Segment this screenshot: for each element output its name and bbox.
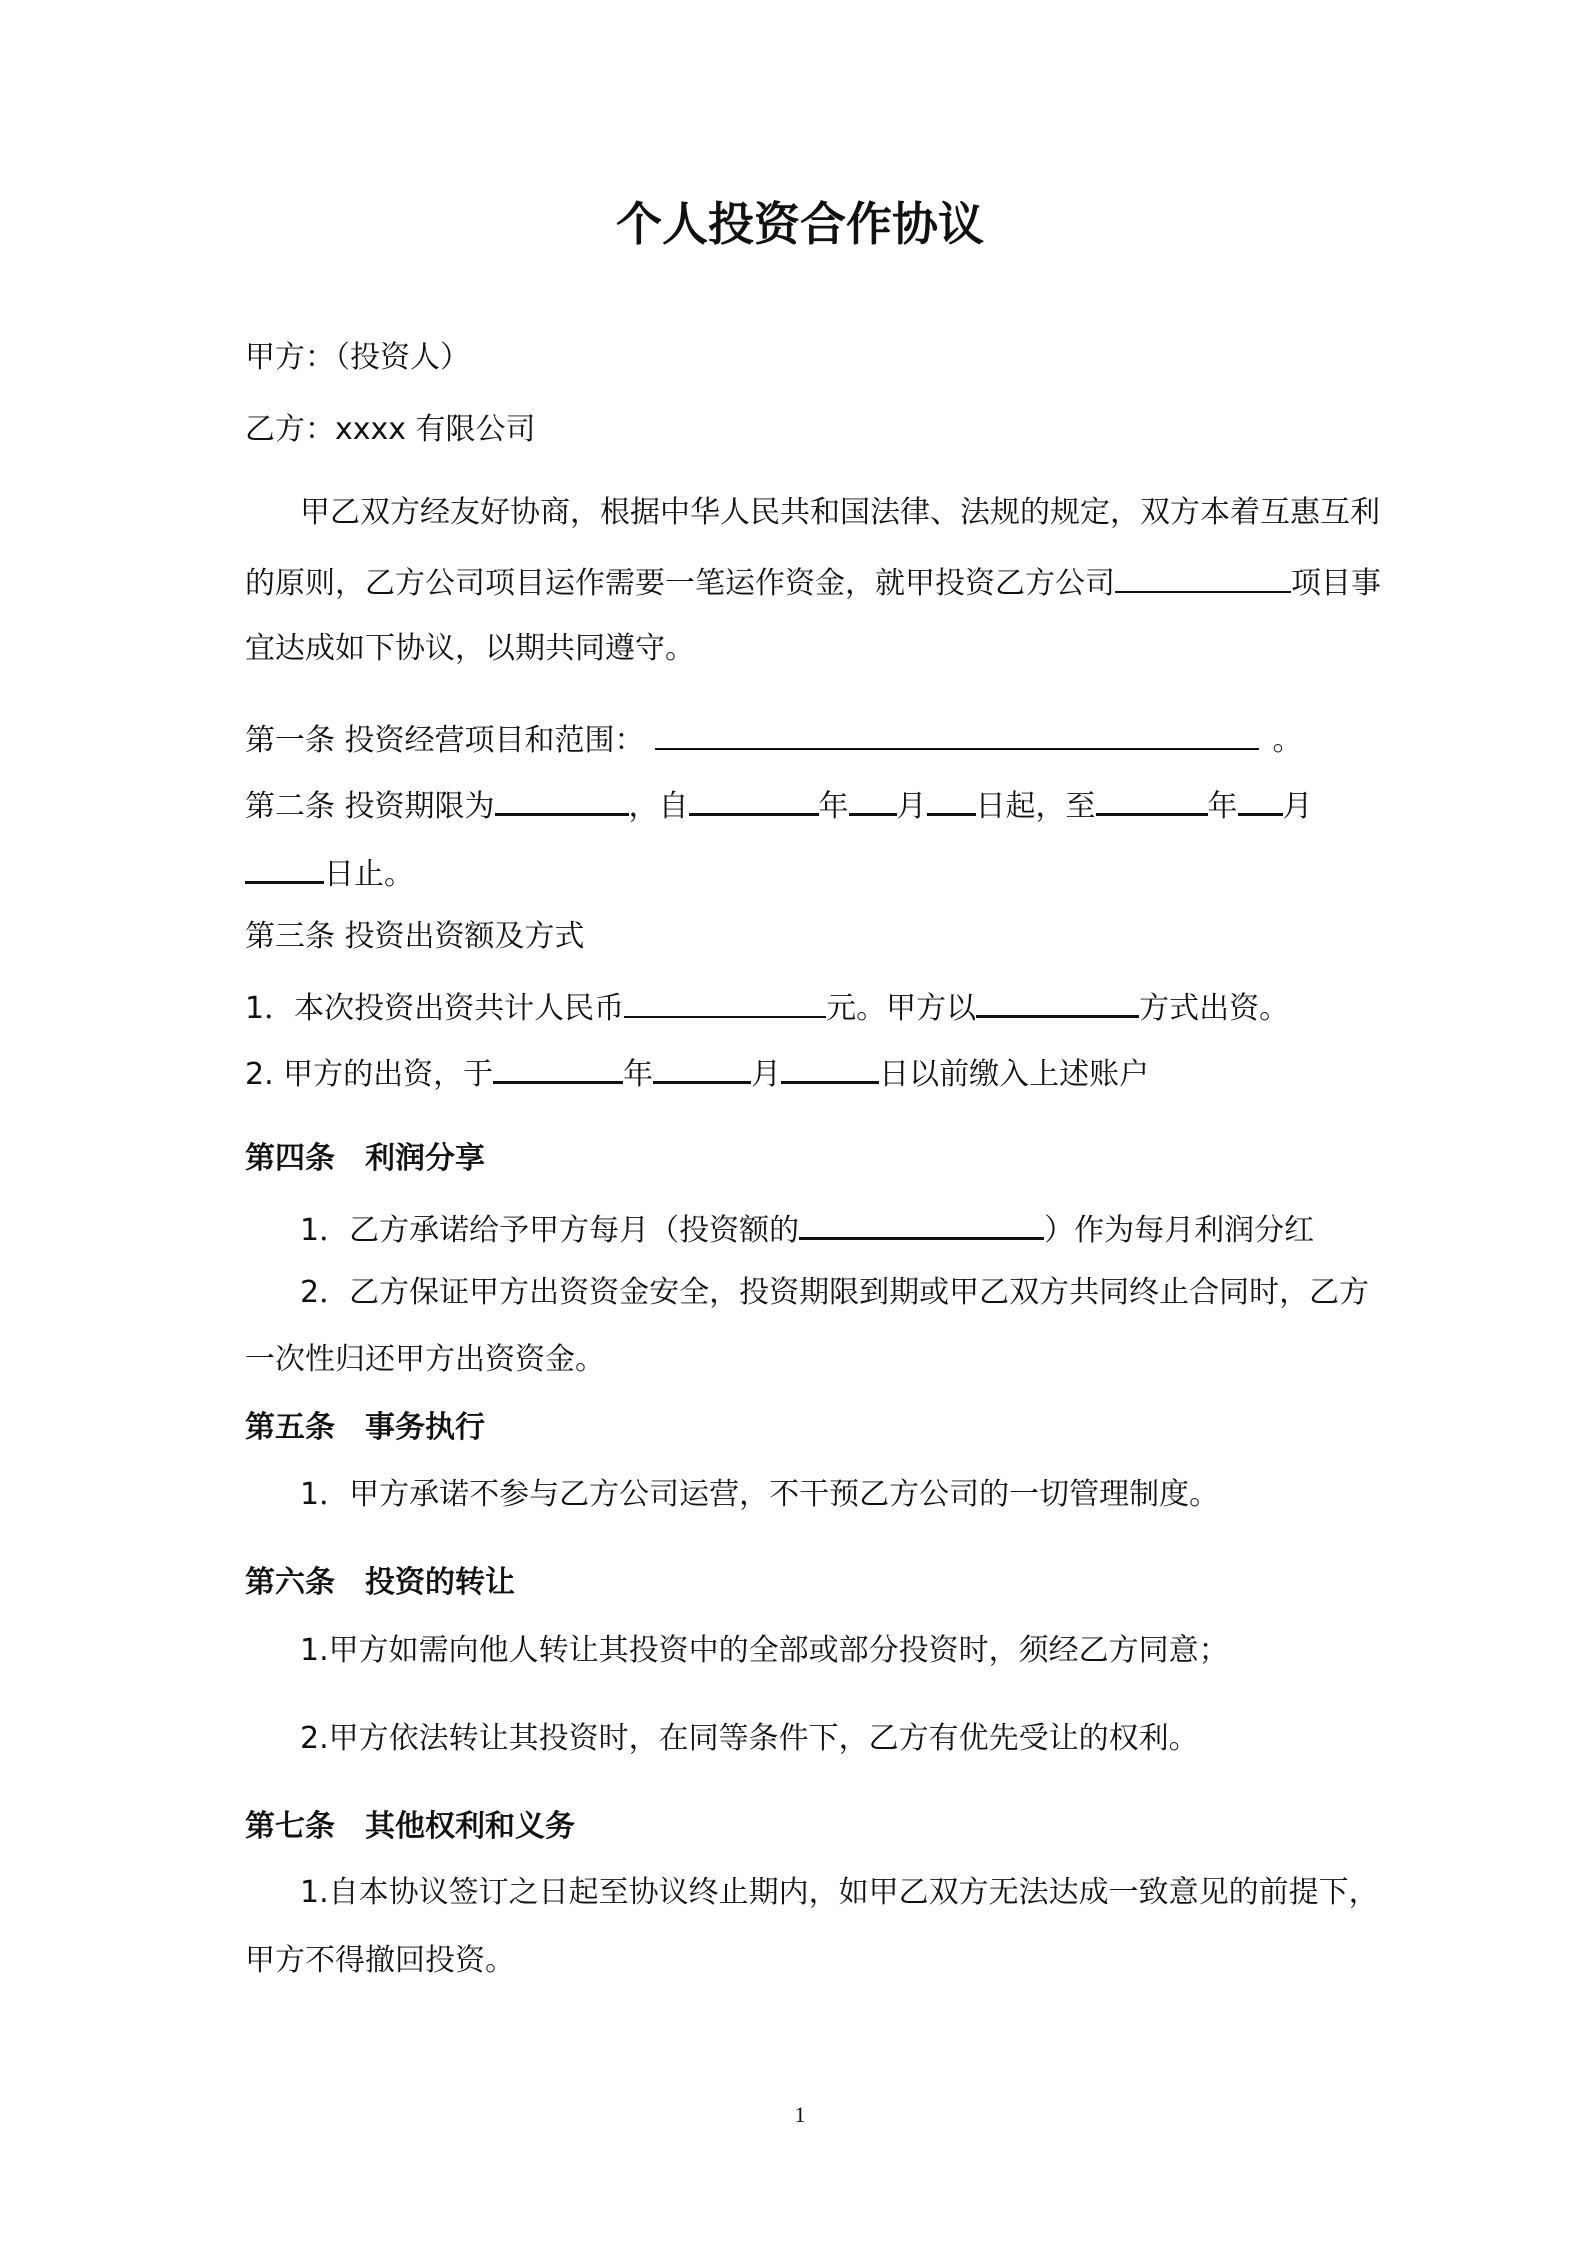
pay-year-blank (493, 1051, 623, 1084)
article-2 (245, 783, 1313, 827)
text: 第二条 投资期限为 (245, 789, 495, 824)
article-3-item-1 (245, 985, 1289, 1029)
intro-text: 的原则，乙方公司项目运作需要一笔运作资金，就甲投资乙方公司 (245, 566, 1115, 601)
text: 2. 甲方的出资，于 (245, 1057, 494, 1092)
article-3-item-2 (245, 1051, 1149, 1095)
text: 1．本次投资出资共计人民币 (245, 991, 625, 1026)
article-6-item-2: 2.甲方依法转让其投资时，在同等条件下，乙方有优先受让的权利。 (300, 1721, 1199, 1756)
intro-text: 项目事 (1291, 566, 1381, 601)
article-6-heading: 第六条 投资的转让 (245, 1565, 515, 1600)
text: 年 (623, 1057, 654, 1092)
method-blank (976, 985, 1139, 1018)
page-number: 1 (794, 2102, 806, 2127)
start-month-blank (849, 783, 897, 816)
document-title: 个人投资合作协议 (616, 197, 984, 251)
article-1-label: 第一条 投资经营项目和范围： (245, 723, 645, 758)
intro-line-3: 宜达成如下协议，以期共同遵守。 (245, 631, 695, 666)
text: 方式出资。 (1139, 991, 1290, 1026)
article-4-item-1 (300, 1207, 1314, 1251)
article-5-heading: 第五条 事务执行 (245, 1410, 485, 1445)
party-a: 甲方：（投资人） (245, 340, 470, 375)
article-6-item-1: 1.甲方如需向他人转让其投资中的全部或部分投资时，须经乙方同意； (300, 1633, 1229, 1668)
article-4-item-2: 2．乙方保证甲方出资资金安全，投资期限到期或甲乙双方共同终止合同时，乙方 (300, 1275, 1370, 1310)
period: 。 (1272, 723, 1303, 758)
article-5-item-1: 1．甲方承诺不参与乙方公司运营，不干预乙方公司的一切管理制度。 (300, 1477, 1220, 1512)
text: ）作为每月利润分红 (1044, 1213, 1315, 1248)
text: 月 (896, 789, 927, 824)
start-day-blank (927, 783, 976, 816)
article-3-heading: 第三条 投资出资额及方式 (245, 919, 585, 954)
pay-month-blank (653, 1051, 751, 1084)
text: 月 (1282, 789, 1313, 824)
text: 月 (751, 1057, 782, 1092)
article-1 (245, 718, 1303, 761)
text: 元。甲方以 (826, 991, 977, 1026)
article-7-heading: 第七条 其他权利和义务 (245, 1809, 575, 1844)
end-day-blank (245, 851, 324, 884)
end-month-blank (1238, 783, 1283, 816)
amount-blank (624, 986, 826, 1018)
article-7-item-1: 1.自本协议签订之日起至协议终止期内，如甲乙双方无法达成一致意见的前提下， (300, 1875, 1379, 1910)
text: 日以前缴入上述账户 (879, 1057, 1150, 1092)
party-b: 乙方：xxxx 有限公司 (245, 412, 536, 447)
text: ，自 (628, 789, 689, 824)
article-4-heading: 第四条 利润分享 (245, 1141, 485, 1176)
article-4-item-2-cont: 一次性归还甲方出资资金。 (245, 1342, 605, 1377)
text: 年 (818, 789, 849, 824)
pay-day-blank (781, 1051, 879, 1084)
start-year-blank (689, 783, 819, 816)
project-blank (1115, 561, 1291, 593)
article-2-cont (245, 851, 414, 895)
intro-line-1: 甲乙双方经友好协商，根据中华人民共和国法律、法规的规定，双方本着互惠互利 (300, 495, 1380, 530)
intro-line-2 (245, 561, 1381, 604)
text: 1．乙方承诺给予甲方每月（投资额的 (300, 1213, 800, 1248)
end-year-blank (1096, 783, 1208, 816)
scope-blank (655, 718, 1259, 750)
profit-rate-blank (799, 1207, 1044, 1240)
article-7-item-1-cont: 甲方不得撤回投资。 (245, 1943, 515, 1978)
term-blank (495, 783, 629, 816)
text: 年 (1207, 789, 1238, 824)
text: 日止。 (324, 857, 414, 892)
text: 日起，至 (975, 789, 1096, 824)
